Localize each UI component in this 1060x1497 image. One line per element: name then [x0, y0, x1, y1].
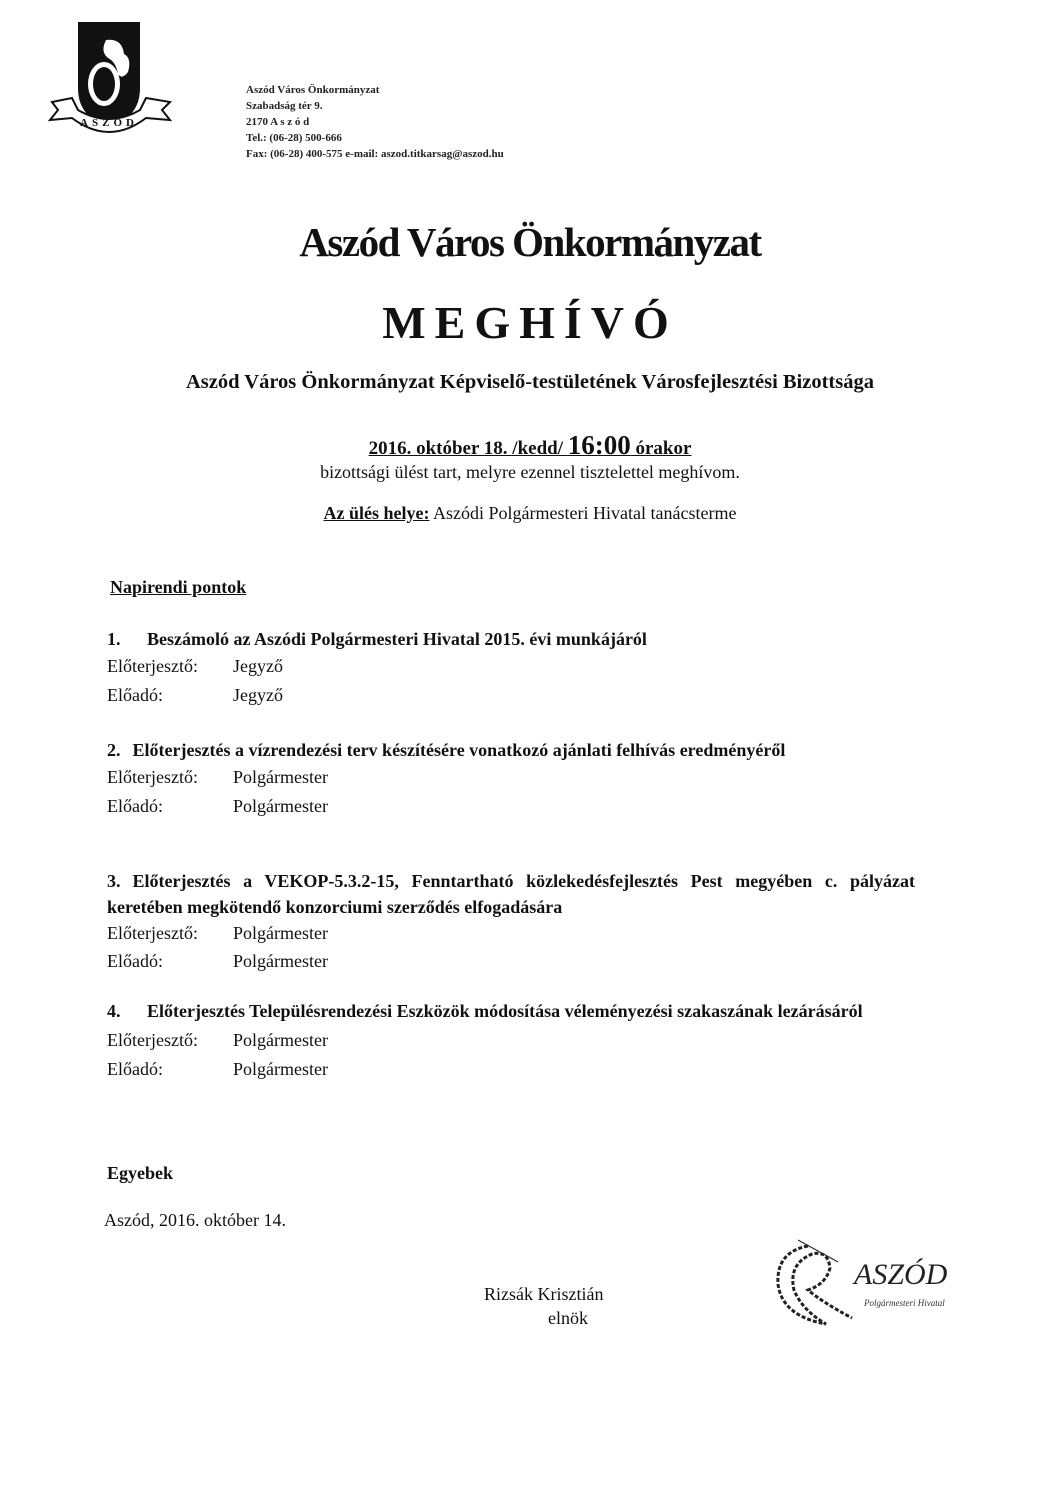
letterhead-fax-email: Fax: (06-28) 400-575 e-mail: aszod.titkarsag@aszod.hu — [246, 148, 504, 160]
meeting-datetime — [0, 430, 1060, 461]
meeting-place — [0, 503, 1060, 524]
proposer-label: Előterjesztő: — [107, 923, 198, 943]
stamp-subtext: Polgármesteri Hivatal — [864, 1298, 945, 1308]
letterhead-street: Szabadság tér 9. — [246, 100, 323, 112]
presenter-value: Polgármester — [233, 951, 328, 971]
presenter-label: Előadó: — [107, 796, 163, 816]
meeting-place-label: Az ülés helye: — [323, 503, 430, 523]
agenda-item-title: Előterjesztés a VEKOP-5.3.2-15, Fenntartható közlekedésfejlesztés Pest megyében c. pályázat keretében megkötendő konzorciumi szerződés elfogadására — [107, 871, 915, 917]
meeting-place-value: Aszódi Polgármesteri Hivatal tanácsterme — [429, 503, 737, 523]
letterhead-postal-city: 2170 A s z ó d — [246, 116, 310, 128]
stamp-text: ASZÓD — [854, 1258, 948, 1291]
agenda-item-title: Beszámoló az Aszódi Polgármesteri Hivatal 2015. évi munkájáról — [147, 629, 647, 649]
proposer-label: Előterjesztő: — [107, 767, 198, 787]
proposer-value: Polgármester — [233, 767, 328, 787]
official-stamp — [768, 1232, 958, 1332]
agenda-item-title: Előterjesztés Településrendezési Eszközök módosítása véleményezési szakaszának lezárásáról — [147, 1001, 863, 1021]
proposer-value: Jegyző — [233, 656, 283, 676]
agenda-item — [107, 868, 915, 976]
letterhead-address — [246, 82, 504, 162]
agenda-item — [107, 626, 915, 710]
letterhead-tel: Tel.: (06-28) 500-666 — [246, 132, 342, 144]
presenter-value: Polgármester — [233, 796, 328, 816]
agenda-item-number: 4. — [107, 1001, 121, 1021]
agenda-item-number: 3. — [107, 871, 121, 891]
letterhead-org-name: Aszód Város Önkormányzat — [246, 84, 380, 96]
signatory-role: elnök — [548, 1308, 588, 1328]
signatory-name: Rizsák Krisztián — [484, 1284, 604, 1304]
presenter-label: Előadó: — [107, 685, 163, 705]
city-crest-logo — [46, 18, 186, 138]
invite-title: MEGHÍVÓ — [382, 297, 678, 348]
agenda-item-number: 2. — [107, 740, 121, 760]
agenda-item-number: 1. — [107, 629, 121, 649]
presenter-value: Polgármester — [233, 1059, 328, 1079]
other-business-heading: Egyebek — [107, 1163, 174, 1183]
crest-banner-text: ASZÓD — [80, 117, 138, 129]
meeting-time-suffix: órakor — [630, 438, 692, 459]
proposer-label: Előterjesztő: — [107, 1030, 198, 1050]
meeting-time: 16:00 — [567, 430, 631, 460]
meeting-date: 2016. október 18. /kedd/ — [368, 438, 568, 459]
agenda-item-title: Előterjesztés a vízrendezési terv készítésére vonatkozó ajánlati felhívás eredményéről — [132, 740, 786, 760]
agenda-heading: Napirendi pontok — [110, 577, 247, 597]
presenter-label: Előadó: — [107, 1059, 163, 1079]
dateline: Aszód, 2016. október 14. — [104, 1210, 286, 1230]
proposer-label: Előterjesztő: — [107, 656, 198, 676]
presenter-label: Előadó: — [107, 951, 163, 971]
proposer-value: Polgármester — [233, 923, 328, 943]
meeting-description: bizottsági ülést tart, melyre ezennel tisztelettel meghívom. — [320, 462, 740, 482]
org-title: Aszód Város Önkormányzat — [299, 219, 761, 265]
committee-name: Aszód Város Önkormányzat Képviselő-testületének Városfejlesztési Bizottsága — [185, 371, 874, 393]
agenda-item — [107, 737, 915, 821]
proposer-value: Polgármester — [233, 1030, 328, 1050]
agenda-item — [107, 997, 915, 1084]
presenter-value: Jegyző — [233, 685, 283, 705]
